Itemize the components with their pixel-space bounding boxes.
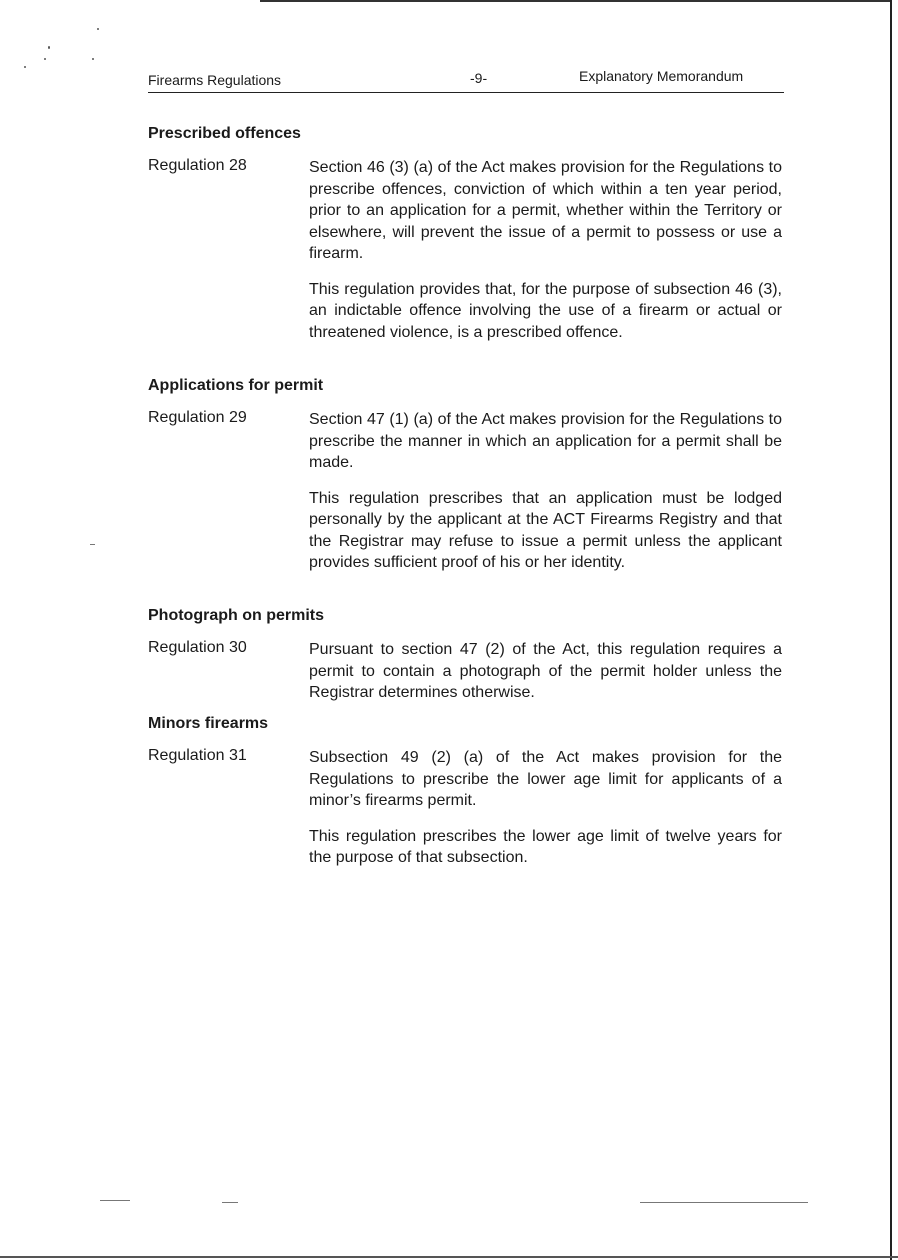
section-heading: Prescribed offences [148,125,301,142]
scan-speck [48,46,50,49]
scan-dash [90,544,95,545]
scan-dash [222,1202,238,1203]
section-prescribed-offences [148,125,788,357]
section-heading: Applications for permit [148,377,324,394]
header-memorandum-label: Explanatory Memorandum [579,68,744,84]
regulation-number: Regulation 30 [148,639,247,656]
scan-edge-right [890,0,892,1260]
regulation-entry [148,157,788,343]
regulation-entry [148,747,788,869]
header-document-title: Firearms Regulations [148,72,282,88]
regulation-explanation [309,157,782,343]
regulation-entry [148,639,788,704]
running-header [148,68,784,93]
regulation-number: Regulation 29 [148,409,247,426]
regulation-entry [148,409,788,574]
scan-speck [92,58,94,60]
scan-edge-bottom [0,1256,898,1258]
explanation-paragraph: This regulation prescribes the lower age limit of twelve years for the purpose of that subsection. [309,827,782,866]
scan-dash [640,1202,808,1203]
scan-dash [100,1200,130,1201]
section-minors-firearms [148,715,788,883]
scan-edge-top [260,0,892,2]
regulation-explanation [309,747,782,869]
explanation-paragraph: Section 47 (1) (a) of the Act makes provision for the Regulations to prescribe the manner in which an application for a permit shall be made. [309,411,782,471]
section-applications-for-permit [148,377,788,588]
section-heading: Photograph on permits [148,607,324,624]
explanation-paragraph: Subsection 49 (2) (a) of the Act makes provision for the Regulations to prescribe the lower age limit for applicants of a minor’s firearms permit. [309,749,782,809]
explanation-paragraph: Section 46 (3) (a) of the Act makes provision for the Regulations to prescribe offences, conviction of which within a ten year period, prior to an application for a permit, whether within the Territory or elsewhere, will prevent the issue of a permit to possess or use a firearm. [309,159,782,262]
scan-speck [97,28,99,30]
scan-speck [24,66,26,68]
explanation-paragraph: Pursuant to section 47 (2) of the Act, this regulation requires a permit to contain a photograph of the permit holder unless the Registrar determines otherwise. [309,641,782,701]
explanation-paragraph: This regulation prescribes that an application must be lodged personally by the applicant at the ACT Firearms Registry and that the Registrar may refuse to issue a permit unless the applicant provides sufficient proof of his or her identity. [309,489,782,571]
section-heading: Minors firearms [148,715,269,732]
regulation-number: Regulation 31 [148,747,247,764]
header-page-number: -9- [470,70,488,86]
regulation-explanation [309,409,782,574]
regulation-number: Regulation 28 [148,157,247,174]
section-photograph-on-permits [148,607,788,718]
explanation-paragraph: This regulation provides that, for the purpose of subsection 46 (3), an indictable offence involving the use of a firearm or actual or threatened violence, is a prescribed offence. [309,280,782,341]
scan-speck [44,58,46,60]
regulation-explanation [309,639,782,704]
